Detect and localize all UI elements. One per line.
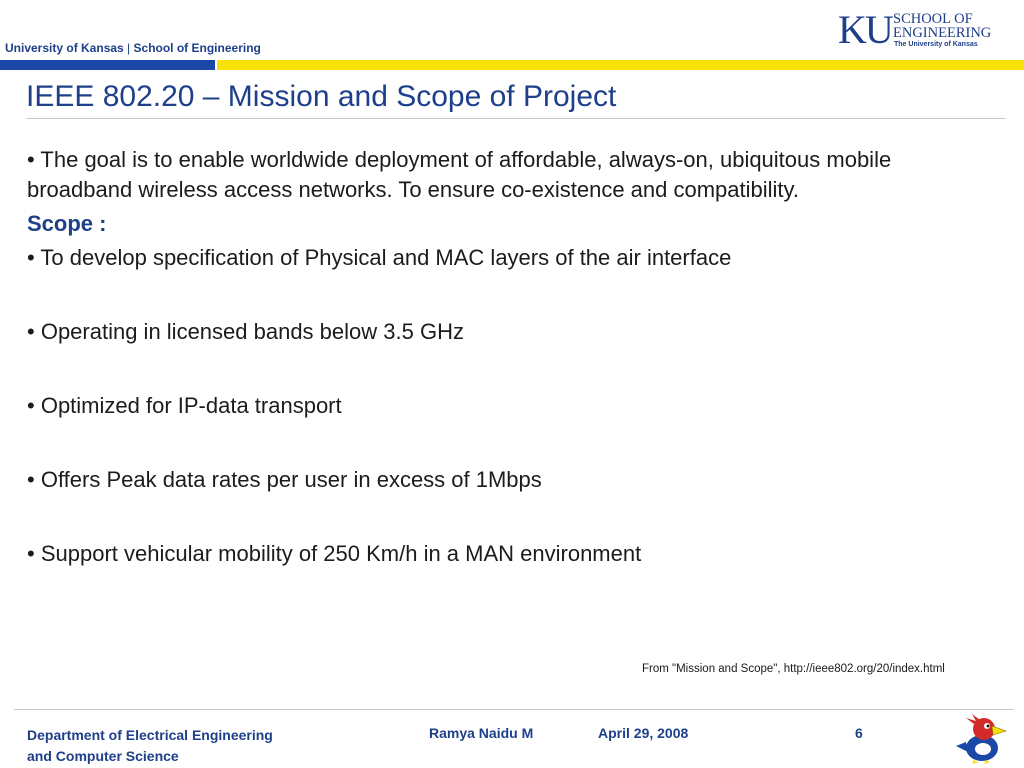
footer-date: April 29, 2008	[598, 725, 689, 741]
header-institution	[5, 41, 261, 55]
footer-author: Ramya Naidu M	[429, 725, 534, 741]
page-number: 6	[855, 725, 863, 741]
department-line1: Department of Electrical Engineering	[27, 727, 273, 743]
scope-item: • Support vehicular mobility of 250 Km/h in a MAN environment	[27, 539, 987, 569]
source-citation: From "Mission and Scope", http://ieee802.org/20/index.html	[642, 663, 945, 675]
header-bar-blue	[0, 60, 215, 70]
scope-item: • Offers Peak data rates per user in excess of 1Mbps	[27, 465, 987, 495]
logo-tagline: The University of Kansas	[894, 41, 978, 48]
slide-title: IEEE 802.20 – Mission and Scope of Project	[26, 80, 617, 113]
scope-heading: Scope :	[27, 211, 107, 236]
slide-content	[27, 145, 987, 613]
department-line2: and Computer Science	[27, 748, 179, 764]
logo-school-text	[893, 12, 991, 40]
logo-line1: SCHOOL OF	[893, 11, 973, 27]
scope-item: • To develop specification of Physical and MAC layers of the air interface	[27, 243, 987, 273]
header-separator: |	[123, 41, 134, 55]
logo-ku-letters: KU	[838, 7, 892, 52]
scope-item: • Operating in licensed bands below 3.5 GHz	[27, 317, 987, 347]
school-name: School of Engineering	[133, 41, 261, 55]
scope-list	[27, 243, 987, 569]
scope-item: • Optimized for IP-data transport	[27, 391, 987, 421]
institution-name: University of Kansas	[5, 41, 124, 55]
ku-engineering-logo	[838, 7, 1008, 52]
jayhawk-mascot-icon	[952, 712, 1008, 764]
footer-divider	[14, 709, 1014, 710]
header-bar-yellow	[217, 60, 1024, 70]
logo-line2: ENGINEERING	[893, 25, 992, 41]
goal-bullet: • The goal is to enable worldwide deployment of affordable, always-on, ubiquitous mobile broadband wireless access networks. To ensure co-existence and compatibility.	[27, 147, 892, 202]
footer-department	[27, 725, 347, 767]
title-divider	[26, 118, 1006, 119]
